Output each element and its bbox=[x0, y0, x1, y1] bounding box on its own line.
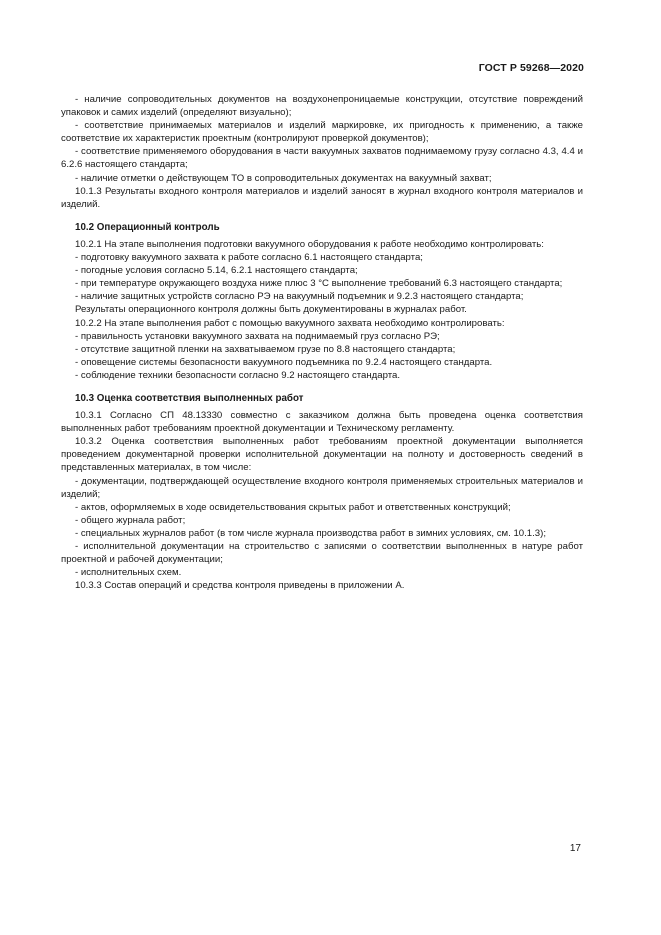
list-item: - актов, оформляемых в ходе освидетельствования скрытых работ и ответственных конструкций; bbox=[75, 501, 511, 513]
paragraph: 10.3.2 Оценка соответствия выполненных работ требованиям проектной документации выполняется проведением документарной проверки исполнительной документации на полноту и достоверность сведений в представленных материалах, в том числе: bbox=[61, 436, 583, 474]
paragraph: 10.2.1 На этапе выполнения подготовки вакуумного оборудования к работе необходимо контролировать: bbox=[75, 238, 544, 250]
paragraph: Результаты операционного контроля должны быть документированы в журналах работ. bbox=[75, 304, 467, 316]
list-item: - специальных журналов работ (в том числе журнала производства работ в зимних условиях, см. 10.1.3); bbox=[75, 527, 547, 539]
section-heading-10-2: 10.2 Операционный контроль bbox=[75, 221, 220, 233]
list-item: - соблюдение техники безопасности согласно 9.2 настоящего стандарта. bbox=[75, 369, 401, 381]
list-item: - соответствие принимаемых материалов и изделий маркировке, их пригодность к применению, а также соответствие их характеристик проектным (контролируют проверкой документов); bbox=[61, 120, 583, 145]
list-item: - соответствие применяемого оборудования в части вакуумных захватов поднимаемому грузу согласно 4.3, 4.4 и 6.2.6 настоящего стандарта; bbox=[61, 146, 583, 171]
list-item: - оповещение системы безопасности вакуумного подъемника по 9.2.4 настоящего стандарта. bbox=[75, 356, 493, 368]
paragraph: 10.3.3 Состав операций и средства контроля приведены в приложении А. bbox=[75, 580, 405, 592]
list-item: - отсутствие защитной пленки на захватываемом грузе по 8.8 настоящего стандарта; bbox=[75, 343, 456, 355]
list-item: - погодные условия согласно 5.14, 6.2.1 настоящего стандарта; bbox=[75, 265, 358, 277]
list-item: - наличие сопроводительных документов на воздухонепроницаемые конструкции, отсутствие повреждений упаковок и самих изделий (определяют визуально); bbox=[61, 94, 583, 119]
list-item: - исполнительной документации на строительство с записями о соответствии выполненных в натуре работ проектной и рабочей документации; bbox=[61, 541, 583, 566]
list-item: - правильность установки вакуумного захвата на поднимаемый груз согласно РЭ; bbox=[75, 330, 440, 342]
list-item: - наличие защитных устройств согласно РЭ на вакуумный подъемник и 9.2.3 настоящего стандарта; bbox=[75, 291, 524, 303]
list-item: - документации, подтверждающей осуществление входного контроля применяемых строительных материалов и изделий; bbox=[61, 475, 583, 500]
section-heading-10-3: 10.3 Оценка соответствия выполненных работ bbox=[75, 392, 304, 404]
list-item: - наличие отметки о действующем ТО в сопроводительных документах на вакуумный захват; bbox=[75, 172, 492, 184]
list-item: - при температуре окружающего воздуха ниже плюс 3 °С выполнение требований 6.3 настоящего стандарта; bbox=[75, 278, 563, 290]
paragraph: 10.1.3 Результаты входного контроля материалов и изделий заносят в журнал входного контроля материалов и изделий. bbox=[61, 185, 583, 210]
paragraph: 10.3.1 Согласно СП 48.13330 совместно с заказчиком должна быть проведена оценка соответствия выполненных работ требованиям проектной документации и Техническому регламенту. bbox=[61, 410, 583, 435]
list-item: - общего журнала работ; bbox=[75, 514, 186, 526]
list-item: - подготовку вакуумного захвата к работе согласно 6.1 настоящего стандарта; bbox=[75, 252, 423, 264]
document-code: ГОСТ Р 59268—2020 bbox=[478, 62, 584, 74]
page-number: 17 bbox=[569, 843, 581, 854]
document-body bbox=[61, 93, 583, 592]
paragraph: 10.2.2 На этапе выполнения работ с помощью вакуумного захвата необходимо контролировать: bbox=[75, 317, 505, 329]
list-item: - исполнительных схем. bbox=[75, 567, 182, 579]
